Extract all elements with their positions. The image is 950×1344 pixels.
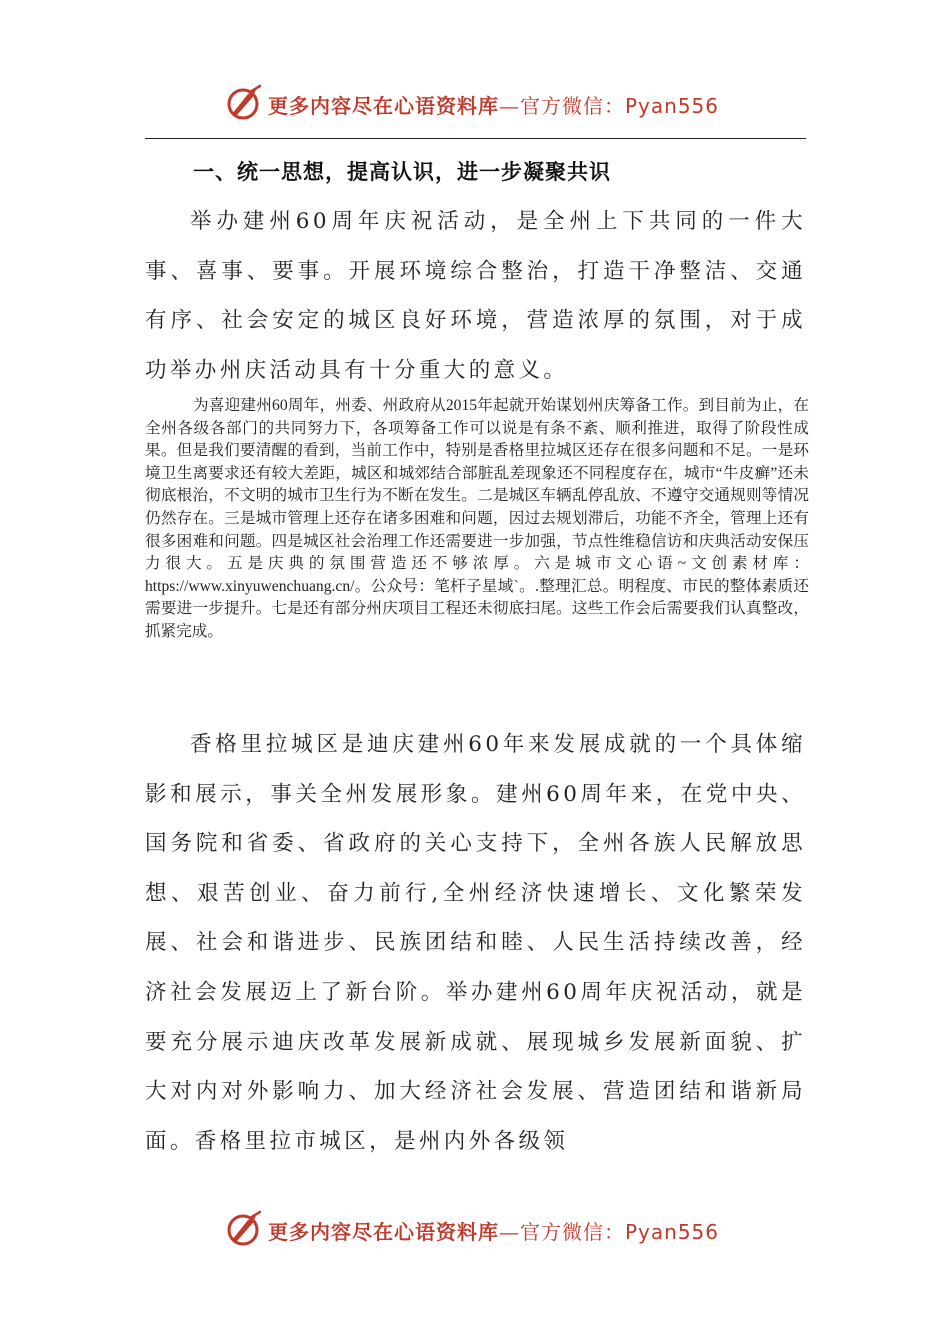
banner-brand-text: 更多内容尽在心语资料库 (268, 1220, 499, 1244)
footer-watermark-banner (0, 1210, 950, 1250)
banner-wechat-text: 官方微信：Pyan556 (520, 94, 720, 118)
banner-brand-text: 更多内容尽在心语资料库 (268, 94, 499, 118)
banner-wechat-text: 官方微信：Pyan556 (520, 1220, 720, 1244)
pen-nib-circle-icon (226, 1210, 264, 1248)
header-divider (145, 138, 806, 139)
body-paragraph-2: 为喜迎建州60周年，州委、州政府从2015年起就开始谋划州庆筹备工作。到目前为止，在全州各级各部门的共同努力下，各项筹备工作可以说是有条不紊、顺利推进，取得了阶段性成果。但是我们要清醒的看到，当前工作中，特别是香格里拉城区还存在很多问题和不足。一是环境卫生离要求还有较大差距，城区和城郊结合部脏乱差现象还不同程度存在，城市“牛皮癣”还未彻底根治，不文明的城市卫生行为不断在发生。二是城区车辆乱停乱放、不遵守交通规则等情况仍然存在。三是城市管理上还存在诸多困难和问题，因过去规划滞后，功能不齐全，管理上还有很多困难和问题。四是城区社会治理工作还需要进一步加强，节点性维稳信访和庆典活动安保压力很大。五是庆典的氛围营造还不够浓厚。六是城市文心语~文创素材库：https://www.xinyuwenchuang.cn/。公众号：笔杆子星域`。.整理汇总。明程度、市民的整体素质还需要进一步提升。七是还有部分州庆项目工程还未彻底扫尾。这些工作会后需要我们认真整改，抓紧完成。 (145, 397, 809, 640)
body-paragraph-1: 举办建州60周年庆祝活动，是全州上下共同的一件大事、喜事、要事。开展环境综合整治，打造干净整洁、交通有序、社会安定的城区良好环境，营造浓厚的氛围，对于成功举办州庆活动具有十分重大的意义。 (145, 209, 806, 383)
banner-separator: — (499, 1220, 520, 1244)
banner-separator: — (499, 94, 520, 118)
header-watermark-banner (0, 84, 950, 124)
section-heading: 一、统一思想，提高认识，进一步凝聚共识 (193, 159, 611, 184)
body-paragraph-3: 香格里拉城区是迪庆建州60年来发展成就的一个具体缩影和展示，事关全州发展形象。建州60周年来，在党中央、国务院和省委、省政府的关心支持下，全州各族人民解放思想、艰苦创业、奋力前行,全州经济快速增长、文化繁荣发展、社会和谐进步、民族团结和睦、人民生活持续改善，经济社会发展迈上了新台阶。举办建州60周年庆祝活动，就是要充分展示迪庆改革发展新成就、展现城乡发展新面貌、扩大对内对外影响力、加大经济社会发展、营造团结和谐新局面。香格里拉市城区，是州内外各级领 (145, 732, 806, 1154)
pen-nib-circle-icon (226, 84, 264, 122)
